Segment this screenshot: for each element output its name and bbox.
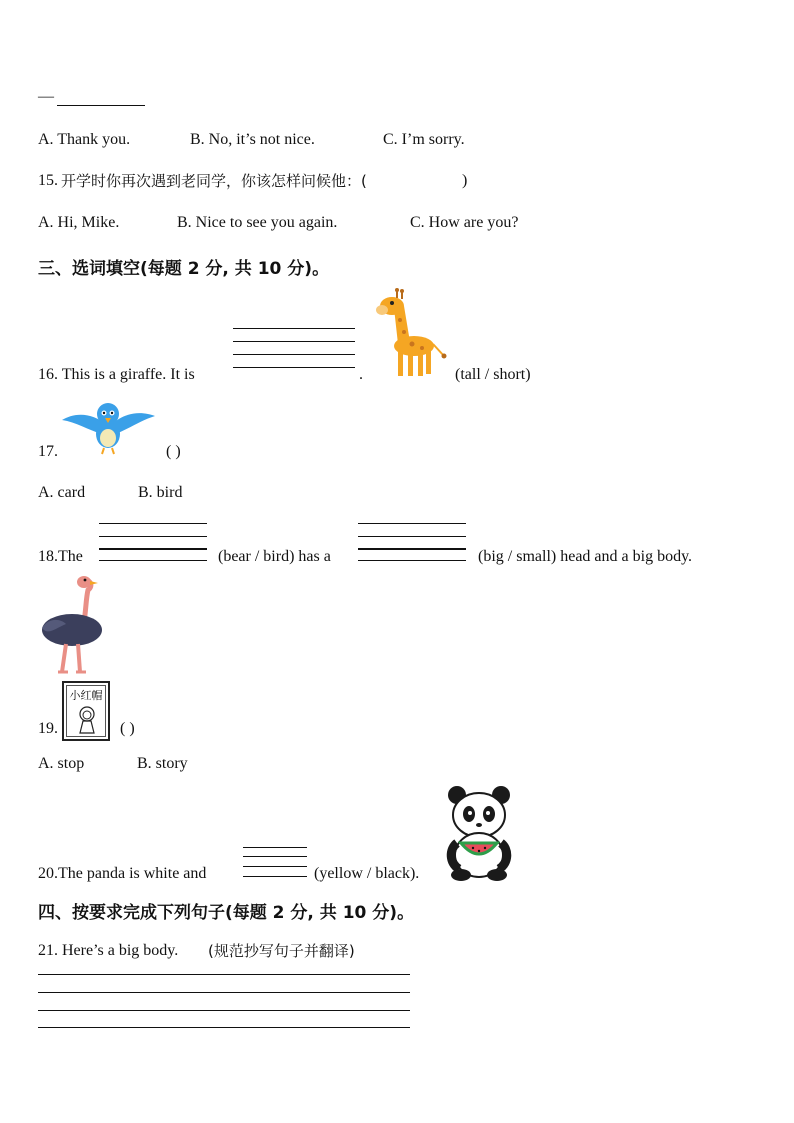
- answer-paren-close[interactable]: ): [462, 172, 468, 189]
- giraffe-icon: [370, 286, 448, 380]
- answer-blank[interactable]: [57, 105, 145, 106]
- question-text: 20.The panda is white and: [38, 865, 207, 882]
- option-b[interactable]: B. No, it’s not nice.: [190, 131, 315, 148]
- instruction: (规范抄写句子并翻译): [208, 942, 355, 960]
- word-choices-2: (big / small) head and a big body.: [478, 548, 693, 565]
- question-text: 16. This is a giraffe. It is: [38, 366, 195, 383]
- option-c[interactable]: C. I’m sorry.: [383, 131, 465, 148]
- option-a[interactable]: A. Thank you.: [38, 131, 131, 148]
- option-a[interactable]: A. stop: [38, 755, 85, 772]
- question-number: 19.: [38, 720, 58, 737]
- question-number: 17.: [38, 443, 58, 460]
- storybook-title: 小红帽: [69, 689, 103, 702]
- section-title: 四、按要求完成下列句子(每题 2 分, 共 10 分)。: [38, 903, 415, 923]
- question-text: 18.The: [38, 548, 83, 565]
- option-a[interactable]: A. Hi, Mike.: [38, 214, 120, 231]
- storybook-icon: [62, 681, 110, 741]
- word-choices: (tall / short): [455, 366, 531, 383]
- bird-icon: [60, 396, 156, 456]
- word-choices-1: (bear / bird) has a: [218, 548, 331, 565]
- option-b[interactable]: B. story: [137, 755, 188, 772]
- question-number: 15.: [38, 172, 58, 189]
- question-text: 21. Here’s a big body.: [38, 942, 179, 959]
- option-b[interactable]: B. bird: [138, 484, 183, 501]
- answer-dash: —: [38, 88, 54, 105]
- red-riding-hood-icon: [76, 705, 98, 735]
- question-text: 开学时你再次遇到老同学，你该怎样问候他：(: [61, 172, 367, 190]
- option-c[interactable]: C. How are you?: [410, 214, 519, 231]
- section-title: 三、选词填空(每题 2 分, 共 10 分)。: [38, 259, 330, 279]
- option-b[interactable]: B. Nice to see you again.: [177, 214, 338, 231]
- option-a[interactable]: A. card: [38, 484, 86, 501]
- word-choices: (yellow / black).: [314, 865, 420, 882]
- answer-paren[interactable]: ( ): [166, 443, 181, 460]
- ostrich-icon: [38, 574, 108, 678]
- answer-paren[interactable]: ( ): [120, 720, 135, 737]
- period: .: [359, 366, 363, 383]
- panda-icon: [443, 785, 515, 881]
